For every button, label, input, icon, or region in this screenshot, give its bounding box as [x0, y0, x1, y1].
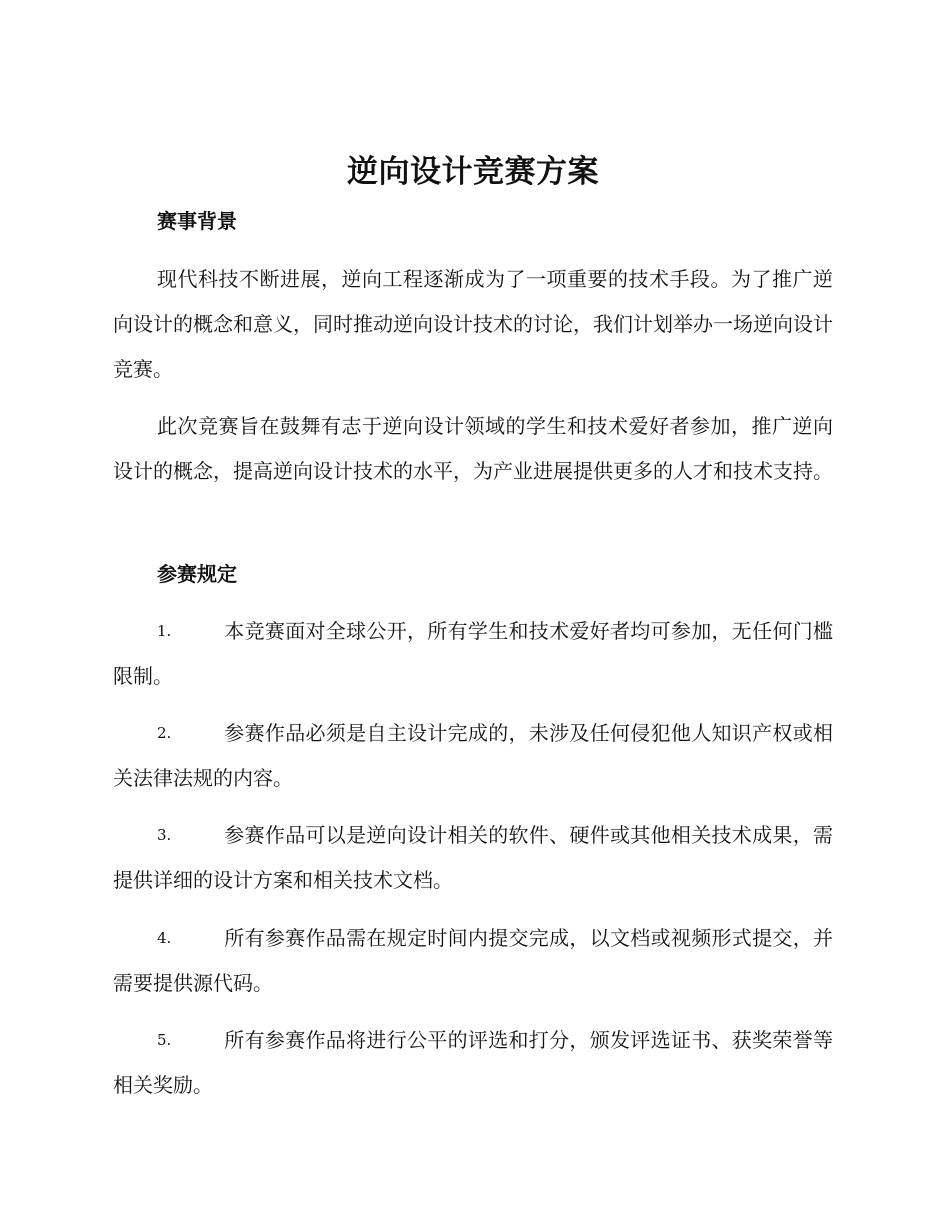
paragraph: 此次竞赛旨在鼓舞有志于逆向设计领域的学生和技术爱好者参加，推广逆向设计的概念，提高逆向设计技术的水平，为产业进展提供更多的人才和技术支持。: [113, 414, 833, 483]
list-item: [113, 1018, 833, 1108]
list-item-number: 1.: [157, 622, 172, 640]
list-item: [113, 609, 833, 699]
list-item: [113, 711, 833, 801]
list-item-number: 5.: [157, 1031, 172, 1049]
list-item: [113, 916, 833, 1006]
list-item-number: 2.: [157, 724, 172, 742]
list-item-number: 4.: [157, 929, 172, 947]
list-item-text: 本竞赛面对全球公开，所有学生和技术爱好者均可参加，无任何门槛限制。: [113, 619, 833, 688]
list-item-number: 3.: [157, 826, 172, 844]
list-item-text: 参赛作品必须是自主设计完成的，未涉及任何侵犯他人知识产权或相关法律法规的内容。: [113, 721, 833, 790]
document-title: 逆向设计竞赛方案: [347, 154, 599, 190]
section-heading-background: 赛事背景: [157, 209, 237, 233]
list-item-text: 所有参赛作品将进行公平的评选和打分，颁发评选证书、获奖荣誉等相关奖励。: [113, 1028, 833, 1097]
paragraph: 现代科技不断进展，逆向工程逐渐成为了一项重要的技术手段。为了推广逆向设计的概念和意义，同时推动逆向设计技术的讨论，我们计划举办一场逆向设计竞赛。: [113, 267, 833, 381]
list-item-text: 参赛作品可以是逆向设计相关的软件、硬件或其他相关技术成果，需提供详细的设计方案和相关技术文档。: [113, 823, 833, 892]
list-item: [113, 813, 833, 903]
section-heading-rules: 参赛规定: [157, 562, 237, 586]
list-item-text: 所有参赛作品需在规定时间内提交完成，以文档或视频形式提交，并需要提供源代码。: [113, 926, 833, 995]
